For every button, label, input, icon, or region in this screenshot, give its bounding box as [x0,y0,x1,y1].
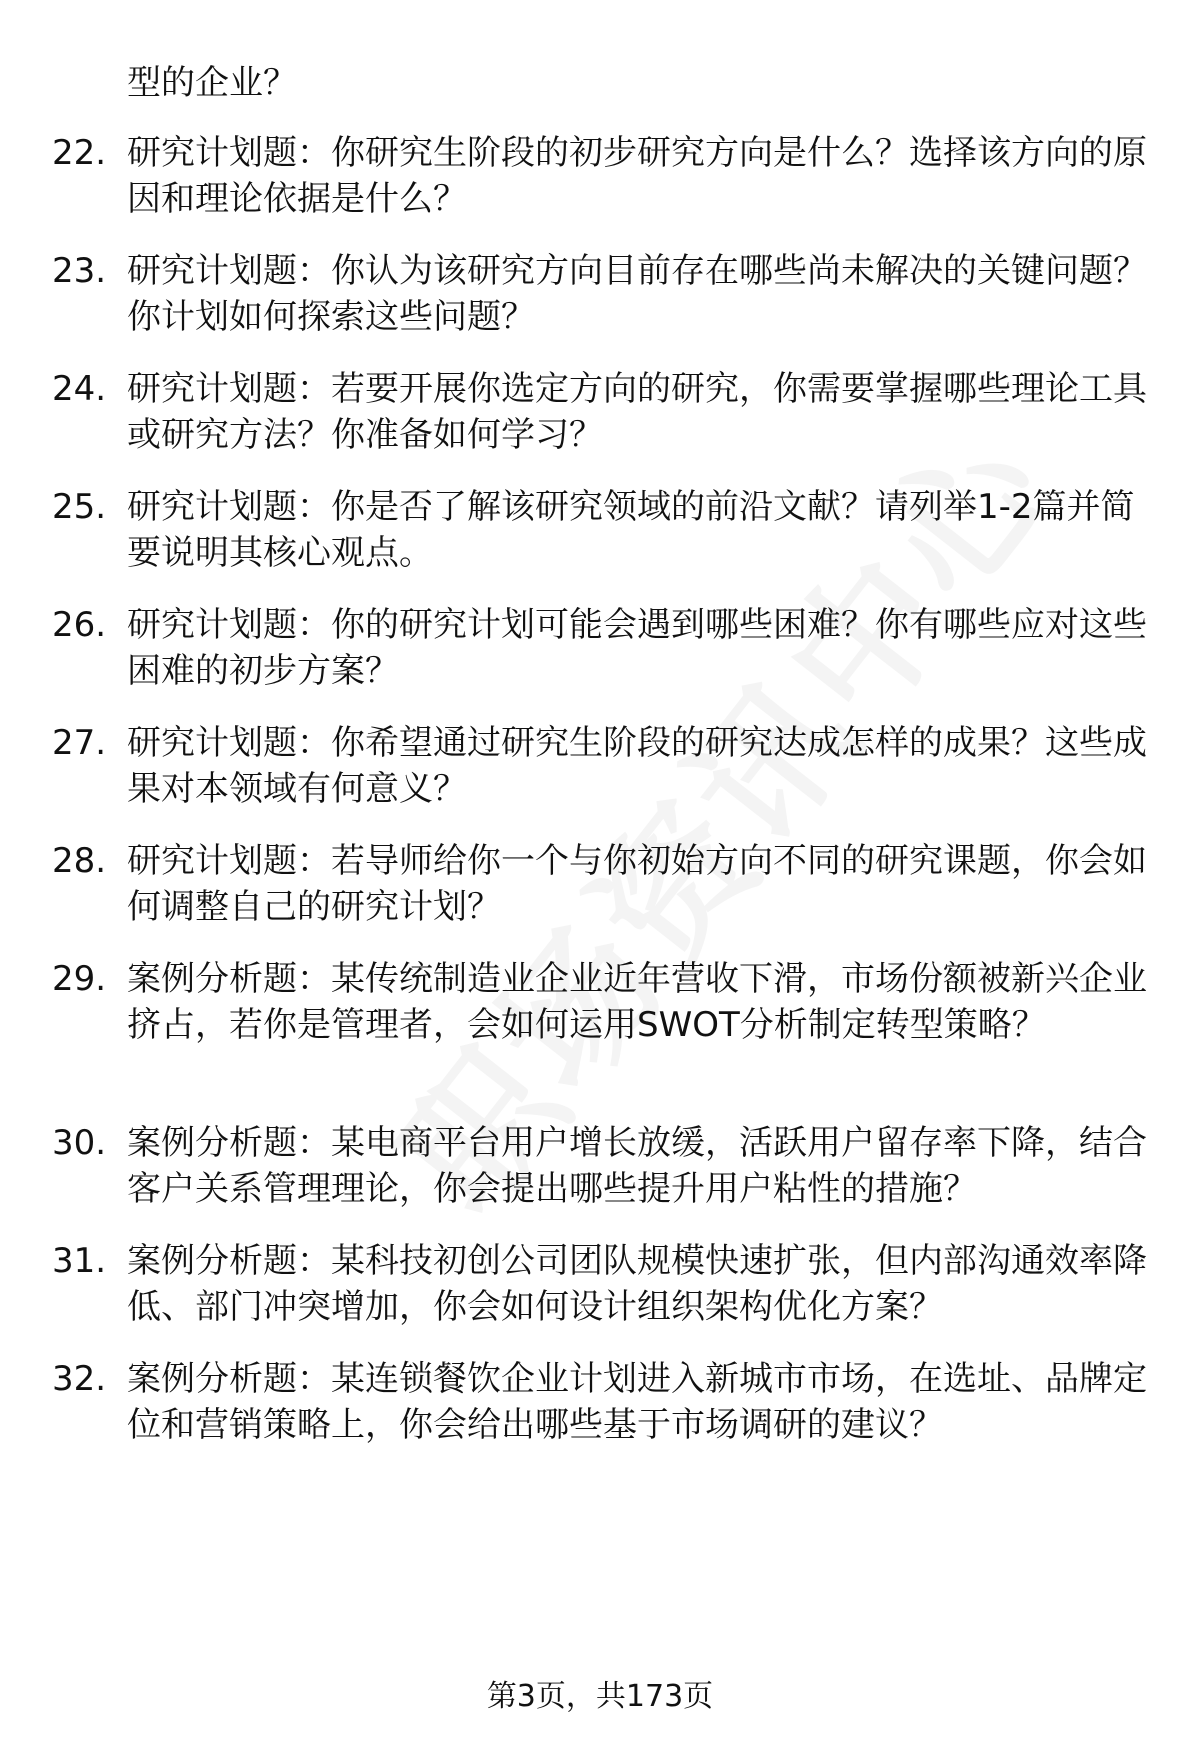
question-text: 研究计划题：若要开展你选定方向的研究，你需要掌握哪些理论工具或研究方法？你准备如何学习？ [127,369,1147,455]
question-text: 案例分析题：某电商平台用户增长放缓，活跃用户留存率下降，结合客户关系管理理论，你会提出哪些提升用户粘性的措施？ [127,1123,1147,1209]
question-number: 28. [52,841,107,881]
question-number: 26. [52,605,107,645]
question-item [52,1238,1147,1330]
question-number: 32. [52,1359,107,1399]
question-item [52,484,1147,576]
question-text: 研究计划题：你研究生阶段的初步研究方向是什么？选择该方向的原因和理论依据是什么？ [127,133,1147,219]
question-number: 31. [52,1241,107,1281]
question-number: 25. [52,487,107,527]
question-item [52,248,1147,340]
question-text: 案例分析题：某传统制造业企业近年营收下滑，市场份额被新兴企业挤占，若你是管理者，会如何运用SWOT分析制定转型策略？ [127,959,1147,1045]
question-number: 29. [52,959,107,999]
question-number: 22. [52,133,107,173]
question-number: 24. [52,369,107,409]
question-item [52,838,1147,930]
question-item [52,956,1147,1048]
page-footer: 第3页，共173页 [486,1679,714,1714]
question-text: 案例分析题：某科技初创公司团队规模快速扩张，但内部沟通效率降低、部门冲突增加，你会如何设计组织架构优化方案？ [127,1241,1147,1327]
question-number: 30. [52,1123,107,1163]
question-item [52,720,1147,812]
question-item [52,1120,1147,1212]
question-item [52,1356,1147,1448]
question-number: 27. [52,723,107,763]
question-text: 研究计划题：你的研究计划可能会遇到哪些困难？你有哪些应对这些困难的初步方案？ [127,605,1147,691]
question-item [52,366,1147,458]
question-item [52,130,1147,222]
question-number: 23. [52,251,107,291]
question-item [52,602,1147,694]
continued-question-text: 型的企业？ [127,63,297,103]
question-text: 研究计划题：你是否了解该研究领域的前沿文献？请列举1-2篇并简要说明其核心观点。 [127,487,1135,573]
question-text: 研究计划题：你认为该研究方向目前存在哪些尚未解决的关键问题？你计划如何探索这些问题？ [127,251,1147,337]
question-text: 案例分析题：某连锁餐饮企业计划进入新城市市场，在选址、品牌定位和营销策略上，你会给出哪些基于市场调研的建议？ [127,1359,1147,1445]
question-text: 研究计划题：若导师给你一个与你初始方向不同的研究课题，你会如何调整自己的研究计划？ [127,841,1147,927]
question-text: 研究计划题：你希望通过研究生阶段的研究达成怎样的成果？这些成果对本领域有何意义？ [127,723,1147,809]
